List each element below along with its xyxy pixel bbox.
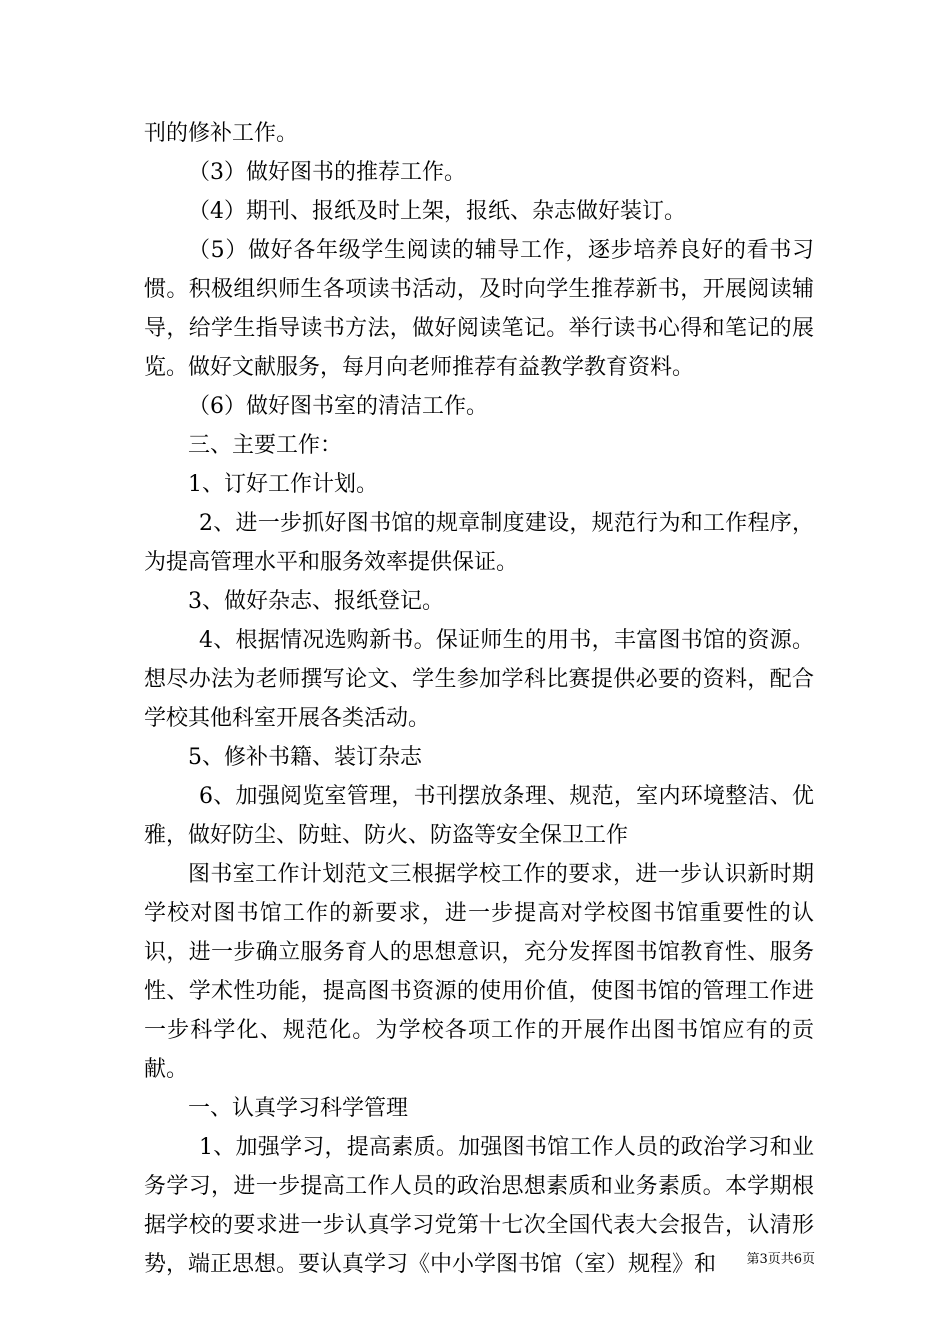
page-number: 第3页共6页	[746, 1252, 815, 1267]
paragraph-study-1: 1、加强学习，提高素质。加强图书馆工作人员的政治学习和业务学习，进一步提高工作人员的政治思想素质和业务素质。本学期根据学校的要求进一步认真学习党第十七次全国代表大会报告，认清形势，端正思想。要认真学习《中小学图书馆（室）规程》和	[144, 1135, 814, 1277]
paragraph-item-4: （4）期刊、报纸及时上架，报纸、杂志做好装订。	[188, 199, 686, 224]
paragraph-continuation: 刊的修补工作。	[144, 121, 299, 146]
section-heading-study: 一、认真学习科学管理	[188, 1096, 409, 1121]
paragraph-work-1: 1、订好工作计划。	[188, 472, 378, 497]
section-heading-main-work: 三、主要工作：	[188, 433, 343, 458]
paragraph-work-4: 4、根据情况选购新书。保证师生的用书，丰富图书馆的资源。想尽办法为老师撰写论文、学生参加学科比赛提供必要的资料，配合学校其他科室开展各类活动。	[144, 628, 814, 731]
document-body	[144, 114, 814, 1284]
paragraph-item-5: （5）做好各年级学生阅读的辅导工作，逐步培养良好的看书习惯。积极组织师生各项读书活动，及时向学生推荐新书，开展阅读辅导，给学生指导读书方法，做好阅读笔记。举行读书心得和笔记的展览。做好文献服务，每月向老师推荐有益教学教育资料。	[144, 238, 814, 380]
paragraph-item-6: （6）做好图书室的清洁工作。	[188, 394, 488, 419]
paragraph-work-2: 2、进一步抓好图书馆的规章制度建设，规范行为和工作程序，为提高管理水平和服务效率提供保证。	[144, 511, 814, 575]
paragraph-plan-three: 图书室工作计划范文三根据学校工作的要求，进一步认识新时期学校对图书馆工作的新要求，进一步提高对学校图书馆重要性的认识，进一步确立服务育人的思想意识，充分发挥图书馆教育性、服务性、学术性功能，提高图书资源的使用价值，使图书馆的管理工作进一步科学化、规范化。为学校各项工作的开展作出图书馆应有的贡献。	[144, 862, 814, 1082]
paragraph-work-5: 5、修补书籍、装订杂志	[188, 745, 422, 770]
paragraph-item-3: （3）做好图书的推荐工作。	[188, 160, 466, 185]
paragraph-work-3: 3、做好杂志、报纸登记。	[188, 589, 444, 614]
paragraph-work-6: 6、加强阅览室管理，书刊摆放条理、规范，室内环境整洁、优雅，做好防尘、防蛀、防火、防盗等安全保卫工作	[144, 784, 814, 848]
